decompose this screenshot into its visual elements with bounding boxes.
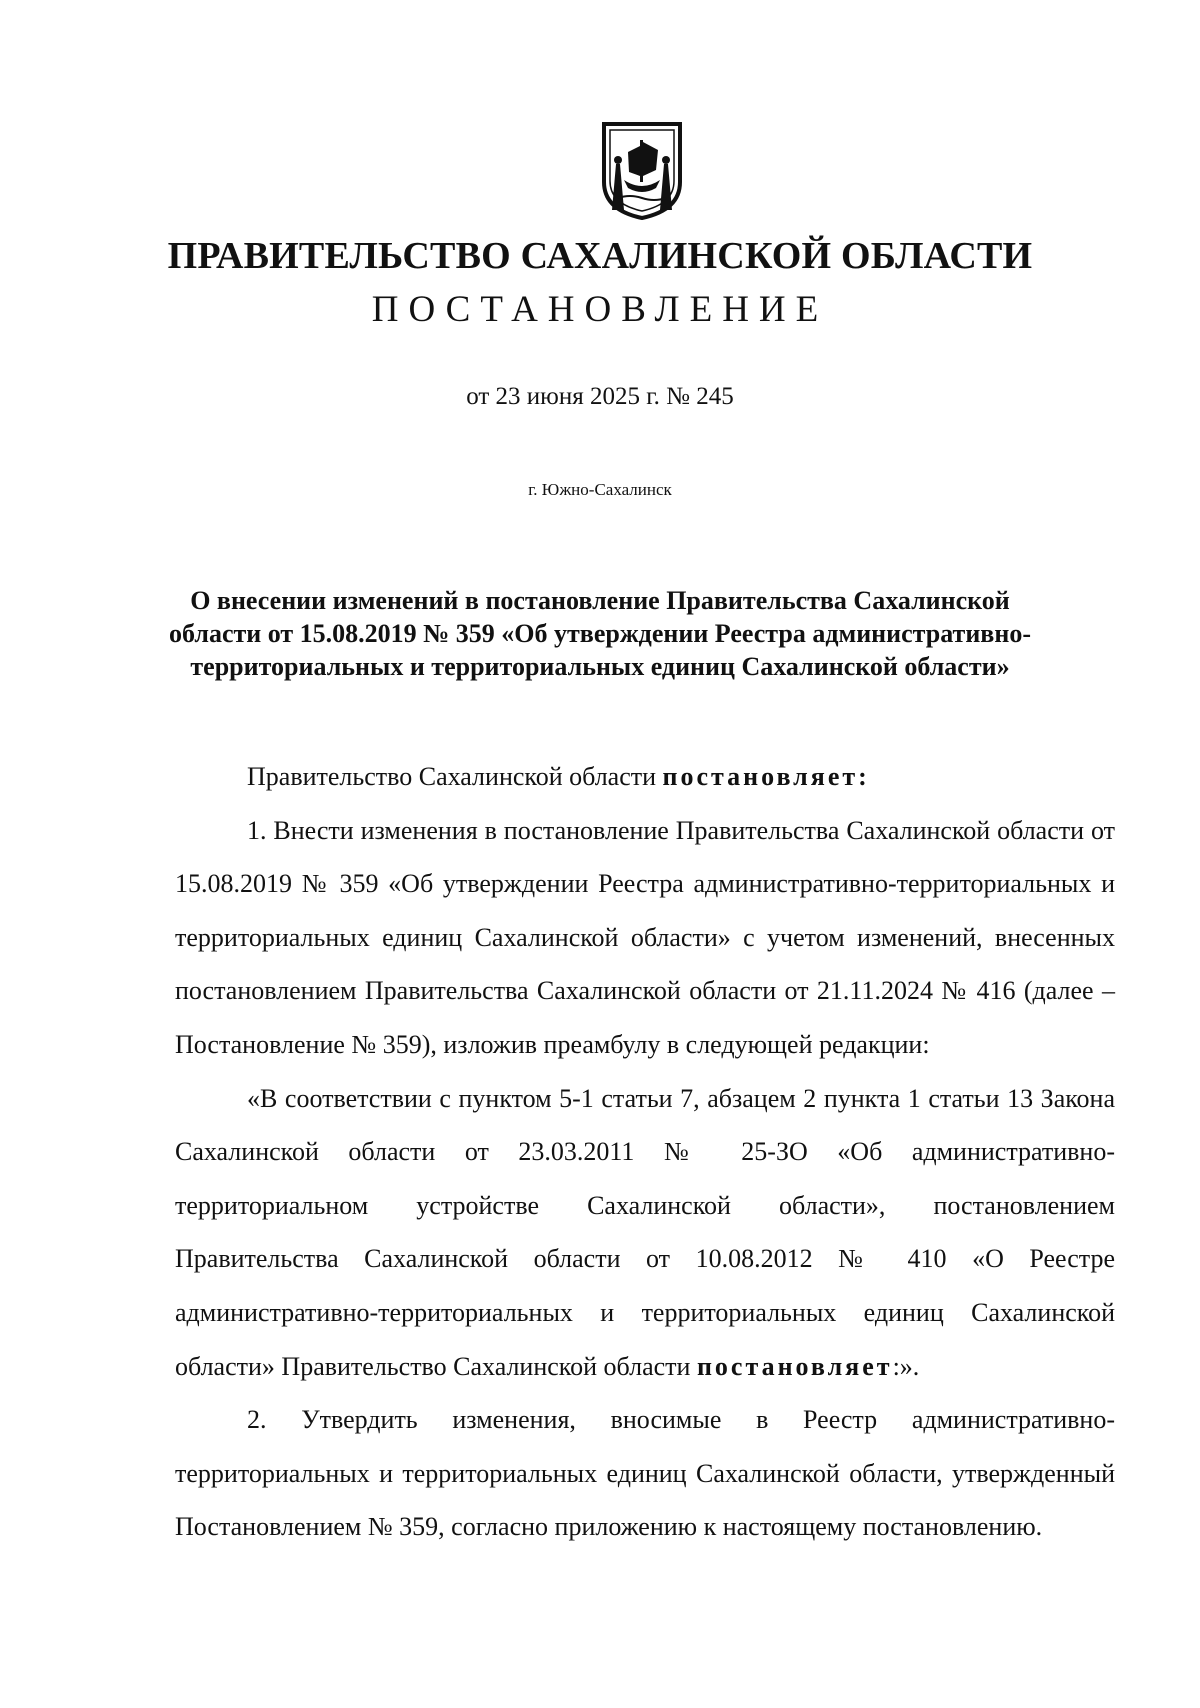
document-subject: О внесении изменений в постановление Правительства Сахалинской области от 15.08.2019 № 359 «Об утверждении Реестра административно-территориальных и территориальных единиц Сахалинской области» [169, 586, 1031, 681]
item-2-paragraph: 2. Утвердить изменения, вносимые в Реестр административно-территориальных и территориальных единиц Сахалинской области, утвержденный Постановлением № 359, согласно приложению к настоящему постановлению. [175, 1405, 1115, 1542]
sakhalin-coat-of-arms-icon [598, 118, 686, 222]
quote-text: «В соответствии с пунктом 5-1 статьи 7, абзацем 2 пункта 1 статьи 13 Закона Сахалинской области от 23.03.2011 № 25-ЗО «Об административно-территориальном устройстве Сахалинской области», постановлением Правительства Сахалинской области от 10.08.2012 № 410 «О Реестре административно-территориальных и территориальных единиц Сахалинской области» Правительство Сахалинской области [175, 1083, 1115, 1381]
item-1-paragraph: 1. Внести изменения в постановление Правительства Сахалинской области от 15.08.2019 № 359 «Об утверждении Реестра административно-территориальных и территориальных единиц Сахалинской области» с учетом изменений, внесенных постановлением Правительства Сахалинской области от 21.11.2024 № 416 (далее – Постановление № 359), изложив преамбулу в следующей редакции: [175, 815, 1115, 1059]
quote-end: :». [892, 1351, 920, 1381]
document-date-number: от 23 июня 2025 г. № 245 [466, 383, 734, 410]
document-body [175, 750, 1115, 1554]
intro-text: Правительство Сахалинской области [247, 762, 663, 791]
quote-keyword: постановляет [696, 1351, 893, 1381]
intro-paragraph [175, 750, 1115, 804]
quote-paragraph [175, 1072, 1115, 1394]
government-title: ПРАВИТЕЛЬСТВО САХАЛИНСКОЙ ОБЛАСТИ [167, 235, 1033, 277]
document-city: г. Южно-Сахалинск [528, 480, 672, 499]
intro-keyword: постановляет: [662, 762, 870, 791]
document-type: ПОСТАНОВЛЕНИЕ [371, 289, 829, 330]
